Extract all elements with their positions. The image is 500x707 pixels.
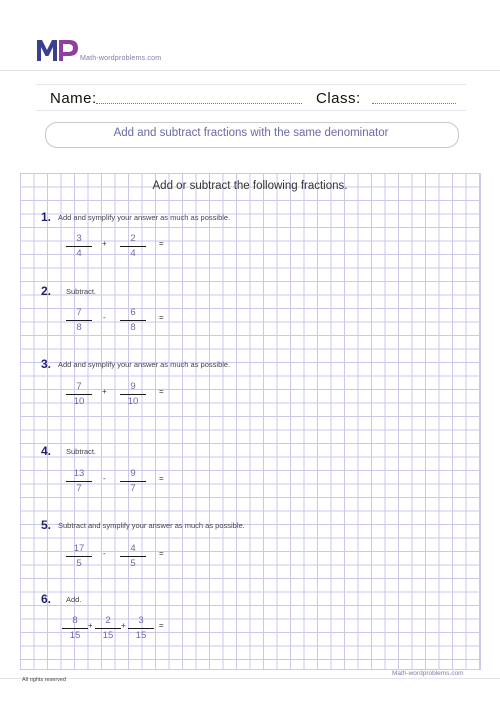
- fraction: [128, 615, 154, 642]
- question-text: Subtract.: [66, 447, 97, 456]
- guide-line: [36, 110, 466, 111]
- fraction: [120, 233, 146, 260]
- header-divider: [0, 70, 500, 71]
- question-number: 6.: [41, 592, 52, 606]
- operator: +: [102, 239, 107, 248]
- copyright-text: All rights reserved: [22, 677, 67, 683]
- fraction-bar: [120, 246, 146, 247]
- numerator: 9: [130, 468, 136, 479]
- operator: -: [103, 474, 106, 483]
- question-text: Add.: [66, 595, 82, 604]
- class-field[interactable]: [372, 94, 456, 104]
- question-text: Add and symplify your answer as much as possible.: [58, 360, 231, 369]
- fraction: [120, 543, 146, 570]
- fraction: [62, 615, 88, 642]
- fraction-bar: [120, 320, 146, 321]
- fraction-bar: [62, 628, 88, 629]
- denominator: 15: [69, 630, 81, 641]
- fraction: [66, 307, 92, 334]
- fraction: [66, 543, 92, 570]
- denominator: 7: [76, 483, 82, 494]
- denominator: 15: [135, 630, 147, 641]
- numerator: 2: [105, 615, 111, 626]
- denominator: 7: [130, 483, 136, 494]
- question-number: 2.: [41, 284, 52, 298]
- question-number: 3.: [41, 357, 52, 371]
- numerator: 7: [76, 381, 82, 392]
- fraction-bar: [66, 481, 92, 482]
- name-label: Name:: [50, 90, 97, 107]
- equals-sign: =: [159, 474, 164, 483]
- fraction-bar: [128, 628, 154, 629]
- class-label: Class:: [316, 90, 361, 107]
- denominator: 10: [73, 396, 85, 407]
- operator: +: [88, 621, 93, 630]
- numerator: 2: [130, 233, 136, 244]
- question-number: 4.: [41, 444, 52, 458]
- denominator: 4: [130, 248, 136, 259]
- denominator: 4: [76, 248, 82, 259]
- footer-site-url: Math-wordproblems.com: [392, 670, 464, 677]
- instruction: Add or subtract the following fractions.: [152, 180, 348, 192]
- footer-divider: [0, 678, 500, 679]
- numerator: 4: [130, 543, 136, 554]
- fraction: [66, 381, 92, 408]
- denominator: 8: [76, 322, 82, 333]
- numerator: 8: [72, 615, 78, 626]
- equals-sign: =: [159, 549, 164, 558]
- guide-line: [36, 84, 466, 85]
- operator: +: [102, 387, 107, 396]
- numerator: 6: [130, 307, 136, 318]
- site-url: Math-wordproblems.com: [80, 55, 162, 62]
- name-field[interactable]: [96, 94, 302, 104]
- denominator: 8: [130, 322, 136, 333]
- fraction-bar: [66, 556, 92, 557]
- question-text: Add and symplify your answer as much as possible.: [58, 213, 231, 222]
- fraction: [66, 233, 92, 260]
- denominator: 5: [130, 558, 136, 569]
- operator: -: [103, 313, 106, 322]
- question-number: 1.: [41, 210, 52, 224]
- equals-sign: =: [159, 239, 164, 248]
- fraction: [66, 468, 92, 495]
- fraction-bar: [66, 320, 92, 321]
- fraction: [120, 381, 146, 408]
- operator: +: [121, 621, 126, 630]
- site-logo: [36, 38, 80, 62]
- numerator: 9: [130, 381, 136, 392]
- fraction-bar: [120, 556, 146, 557]
- fraction-bar: [95, 628, 121, 629]
- equals-sign: =: [159, 387, 164, 396]
- equals-sign: =: [159, 621, 164, 630]
- question-number: 5.: [41, 518, 52, 532]
- numerator: 17: [73, 543, 85, 554]
- equals-sign: =: [159, 313, 164, 322]
- fraction-bar: [66, 246, 92, 247]
- operator: -: [103, 549, 106, 558]
- question-text: Subtract and symplify your answer as much as possible.: [58, 521, 245, 530]
- denominator: 5: [76, 558, 82, 569]
- denominator: 15: [102, 630, 114, 641]
- fraction: [95, 615, 121, 642]
- numerator: 13: [73, 468, 85, 479]
- fraction: [120, 307, 146, 334]
- fraction-bar: [66, 394, 92, 395]
- numerator: 3: [76, 233, 82, 244]
- fraction: [120, 468, 146, 495]
- numerator: 3: [138, 615, 144, 626]
- question-text: Subtract.: [66, 287, 97, 296]
- worksheet-title: Add and subtract fractions with the same denominator: [113, 127, 389, 139]
- fraction-bar: [120, 481, 146, 482]
- numerator: 7: [76, 307, 82, 318]
- denominator: 10: [127, 396, 139, 407]
- fraction-bar: [120, 394, 146, 395]
